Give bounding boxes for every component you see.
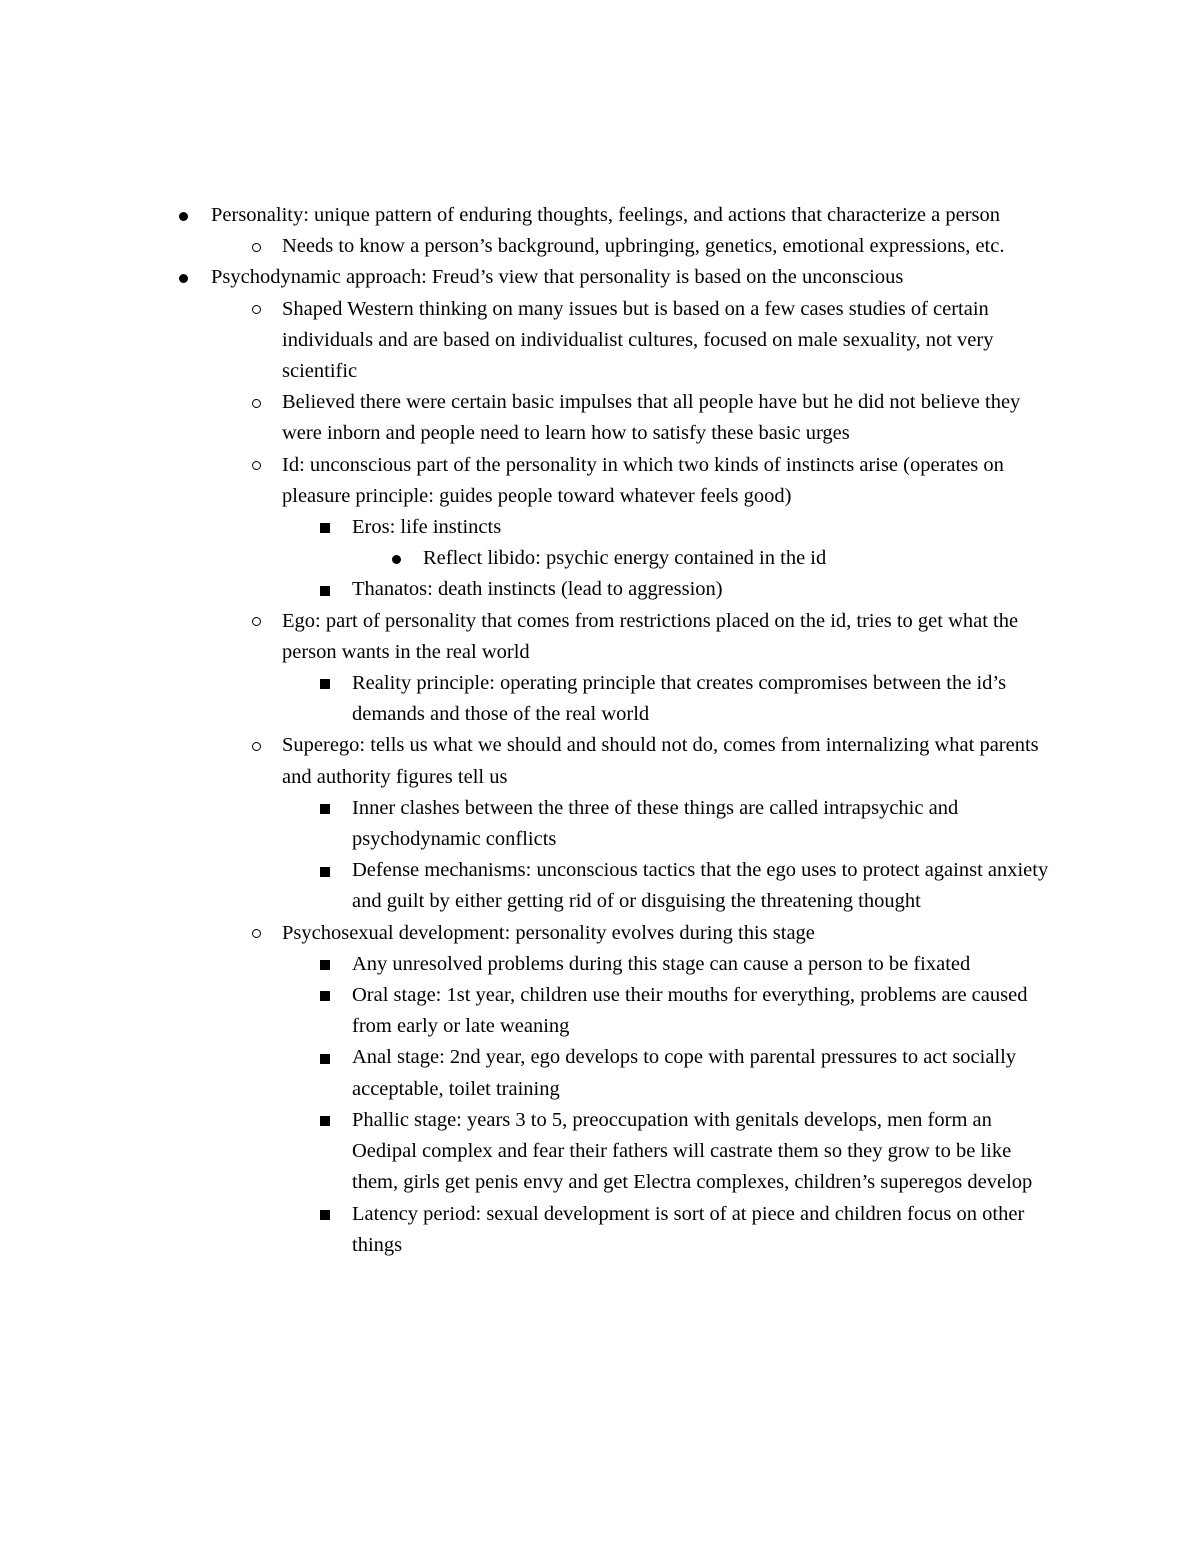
- circle-bullet-icon: [244, 918, 268, 949]
- list-item-text: Eros: life instincts: [352, 516, 502, 539]
- square-bullet-icon: [313, 574, 337, 605]
- list-item-text: Needs to know a person’s background, upbringing, genetics, emotional expressions, etc.: [282, 235, 1005, 258]
- list-item-text: Anal stage: 2nd year, ego develops to cope with parental pressures to act socially acceptable, toilet training: [352, 1046, 1017, 1100]
- square-bullet-icon: [313, 1042, 337, 1073]
- list-item: [0, 574, 1200, 605]
- list-item-text: Inner clashes between the three of these things are called intrapsychic and psychodynamic conflicts: [352, 796, 959, 851]
- list-item-text: Reflect libido: psychic energy contained in the id: [423, 547, 827, 570]
- list-item: [0, 918, 1200, 949]
- circle-bullet-icon: [244, 730, 268, 761]
- disc-bullet-icon: [171, 200, 195, 231]
- list-item-text: Psychodynamic approach: Freud’s view that personality is based on the unconscious: [211, 266, 904, 289]
- list-item-text: Personality: unique pattern of enduring thoughts, feelings, and actions that characterize a person: [211, 204, 1000, 226]
- circle-bullet-icon: [244, 606, 268, 637]
- list-item-text: Thanatos: death instincts (lead to aggression): [352, 578, 723, 601]
- list-item: [0, 980, 1200, 1042]
- list-item: [0, 1105, 1200, 1199]
- square-bullet-icon: [313, 949, 337, 980]
- list-item: [0, 512, 1200, 543]
- square-bullet-icon: [313, 793, 337, 824]
- list-item: [0, 231, 1200, 262]
- list-item: [0, 668, 1200, 730]
- circle-bullet-icon: [244, 450, 268, 481]
- circle-bullet-icon: [244, 294, 268, 325]
- list-item-text: Shaped Western thinking on many issues but is based on a few cases studies of certain individuals and are based on individualist cultures, focused on male sexuality, not very scientific: [282, 297, 994, 383]
- list-item-text: Reality principle: operating principle that creates compromises between the id’s demands and those of the real world: [352, 672, 1007, 726]
- list-item-text: Latency period: sexual development is sort of at piece and children focus on other things: [352, 1202, 1025, 1256]
- list-item: [0, 450, 1200, 512]
- square-bullet-icon: [313, 512, 337, 543]
- list-item: [0, 606, 1200, 668]
- list-item-text: Oral stage: 1st year, children use their mouths for everything, problems are caused from early or late weaning: [352, 984, 1028, 1038]
- list-item-text: Any unresolved problems during this stage can cause a person to be fixated: [352, 952, 971, 975]
- list-item: [0, 1199, 1200, 1261]
- circle-bullet-icon: [244, 231, 268, 262]
- square-bullet-icon: [313, 1105, 337, 1136]
- list-item: [0, 1042, 1200, 1104]
- list-item: [0, 387, 1200, 449]
- list-item: [0, 730, 1200, 792]
- list-item: [0, 855, 1200, 917]
- list-item: [0, 262, 1200, 293]
- list-item: [0, 949, 1200, 980]
- square-bullet-icon: [313, 855, 337, 886]
- square-bullet-icon: [313, 980, 337, 1011]
- list-item: [0, 200, 1200, 231]
- document-body: [0, 200, 1200, 1261]
- list-item: [0, 793, 1200, 855]
- disc-bullet-icon: [384, 543, 408, 574]
- list-item-text: Phallic stage: years 3 to 5, preoccupation with genitals develops, men form an Oedipal complex and fear their fathers will castrate them so they grow to be like them, girls get penis envy and get Electra complexes, children’s superegos develop: [352, 1108, 1033, 1194]
- list-item-text: Ego: part of personality that comes from restrictions placed on the id, tries to get what the person wants in the real world: [282, 609, 1019, 663]
- circle-bullet-icon: [244, 387, 268, 418]
- list-item: [0, 294, 1200, 388]
- list-item-text: Superego: tells us what we should and should not do, comes from internalizing what parents and authority figures tell us: [282, 734, 1039, 788]
- list-item-text: Id: unconscious part of the personality in which two kinds of instincts arise (operates on pleasure principle: guides people toward whatever feels good): [282, 453, 1004, 507]
- list-item-text: Psychosexual development: personality evolves during this stage: [282, 921, 815, 944]
- list-item-text: Believed there were certain basic impulses that all people have but he did not believe they were inborn and people need to learn how to satisfy these basic urges: [282, 391, 1021, 445]
- list-item-text: Defense mechanisms: unconscious tactics that the ego uses to protect against anxiety and guilt by either getting rid of or disguising the threatening thought: [352, 859, 1049, 913]
- square-bullet-icon: [313, 1199, 337, 1230]
- disc-bullet-icon: [171, 262, 195, 293]
- square-bullet-icon: [313, 668, 337, 699]
- list-item: [0, 543, 1200, 574]
